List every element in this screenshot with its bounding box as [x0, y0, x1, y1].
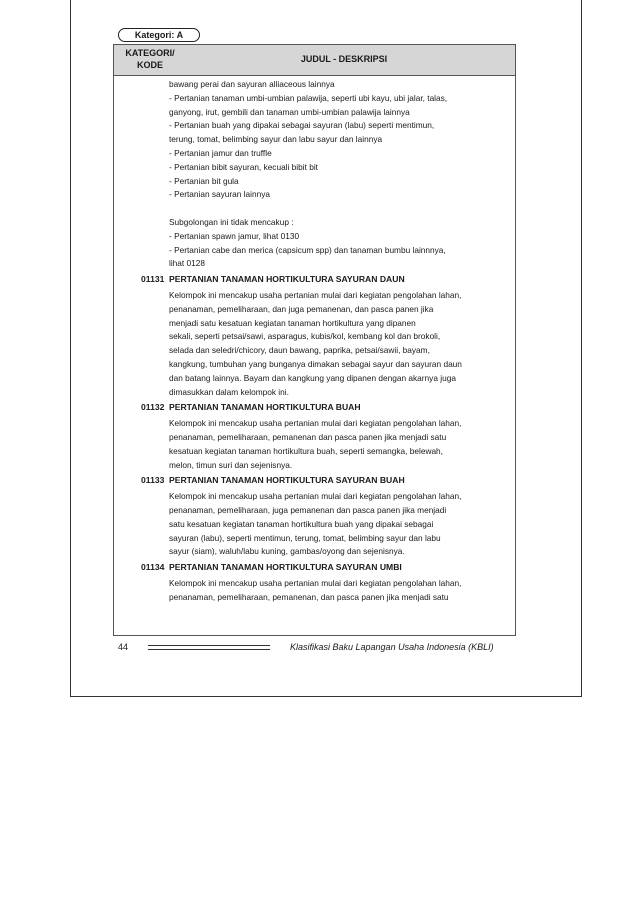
page-number: 44 — [118, 642, 129, 652]
section-title: PERTANIAN TANAMAN HORTIKULTURA BUAH — [169, 402, 361, 413]
footer-rule — [148, 645, 270, 646]
intro-line: lihat 0128 — [169, 258, 205, 269]
section-line: penanaman, pemeliharaan, pemanenan, dan pasca panen jika menjadi satu — [169, 591, 449, 602]
section-line: Kelompok ini mencakup usaha pertanian mulai dari kegiatan pengolahan lahan, — [169, 578, 462, 588]
section-line: sekali, seperti petsai/sawi, asparagus, kubis/kol, kembang kol dan brokoli, — [169, 331, 441, 342]
section-line: dimasukkan dalam kelompok ini. — [169, 386, 289, 397]
section-line: sayuran (labu), seperti mentimun, terung, tomat, belimbing sayur dan labu — [169, 532, 441, 543]
section-code: 01132 — [141, 402, 165, 413]
intro-line: - Pertanian buah yang dipakai sebagai sayuran (labu) seperti mentimun, — [169, 120, 435, 131]
section-line: selada dan seledri/chicory, daun bawang, paprika, petsai/sawii, bayam, — [169, 345, 430, 356]
footer-rule-2 — [148, 649, 270, 650]
intro-line: - Pertanian bibit sayuran, kecuali bibit bit — [169, 161, 318, 172]
section-line: Kelompok ini mencakup usaha pertanian mulai dari kegiatan pengolahan lahan, — [169, 290, 462, 300]
intro-line: - Pertanian bit gula — [169, 175, 239, 186]
section-title: PERTANIAN TANAMAN HORTIKULTURA SAYURAN BUAH — [169, 475, 405, 486]
section-title: PERTANIAN TANAMAN HORTIKULTURA SAYURAN UMBI — [169, 562, 402, 573]
header-kode: KATEGORI/ KODE — [125, 48, 175, 70]
section-line: penanaman, pemeliharaan, juga pemanenan dan pasca panen jika menjadi — [169, 505, 447, 515]
section-line: Kelompok ini mencakup usaha pertanian mulai dari kegiatan pengolahan lahan, — [169, 491, 462, 502]
header-judul: JUDUL - DESKRIPSI — [300, 54, 388, 64]
section-line: sayur (siam), waluh/labu kuning, gambas/oyong dan sejenisnya. — [169, 546, 405, 557]
section-line: melon, timun suri dan sejenisnya. — [169, 459, 293, 470]
intro-line: - Pertanian spawn jamur, lihat 0130 — [169, 230, 300, 241]
section-line: penanaman, pemeliharaan, pemanenan dan pasca panen jika menjadi satu — [169, 432, 447, 442]
section-line: penanaman, pemeliharaan, dan juga pemanenan, dan pasca panen jika — [169, 303, 434, 314]
intro-line: Subgolongan ini tidak mencakup : — [169, 217, 294, 227]
kbli-table — [113, 44, 516, 636]
kategori-badge: Kategori: A — [118, 28, 200, 42]
intro-line: terung, tomat, belimbing sayur dan labu sayur dan lainnya — [169, 134, 383, 145]
section-line: satu kesatuan kegiatan tanaman hortikultura buah yang dipakai sebagai — [169, 518, 434, 529]
intro-line: - Pertanian tanaman umbi-umbian palawija, seperti ubi kayu, ubi jalar, talas, — [169, 92, 448, 103]
footer-title: Klasifikasi Baku Lapangan Usaha Indonesia (KBLI) — [290, 642, 494, 652]
section-line: menjadi satu kesatuan kegiatan tanaman hortikultura yang dipanen — [169, 317, 416, 328]
intro-line: - Pertanian jamur dan truffle — [169, 148, 272, 158]
section-line: Kelompok ini mencakup usaha pertanian mulai dari kegiatan pengolahan lahan, — [169, 418, 462, 429]
section-line: kesatuan kegiatan tanaman hortikultura buah, seperti semangka, belewah, — [169, 445, 443, 456]
section-code: 01133 — [141, 475, 165, 486]
intro-line: bawang perai dan sayuran alliaceous lainnya — [169, 79, 335, 89]
section-title: PERTANIAN TANAMAN HORTIKULTURA SAYURAN DAUN — [169, 274, 405, 285]
table-header — [114, 45, 515, 76]
section-line: dan batang lainnya. Bayam dan kangkung yang dipanen dengan akarnya juga — [169, 372, 456, 383]
intro-line: - Pertanian sayuran lainnya — [169, 189, 271, 200]
section-code: 01134 — [141, 562, 165, 573]
section-line: kangkung, tumbuhan yang bunganya dimakan sebagai sayur dan sayuran daun — [169, 359, 462, 369]
intro-line: - Pertanian cabe dan merica (capsicum spp) dan tanaman bumbu lainnnya, — [169, 244, 446, 255]
section-code: 01131 — [141, 274, 165, 285]
intro-line: ganyong, irut, gembili dan tanaman umbi-umbian palawija lainnya — [169, 106, 410, 117]
